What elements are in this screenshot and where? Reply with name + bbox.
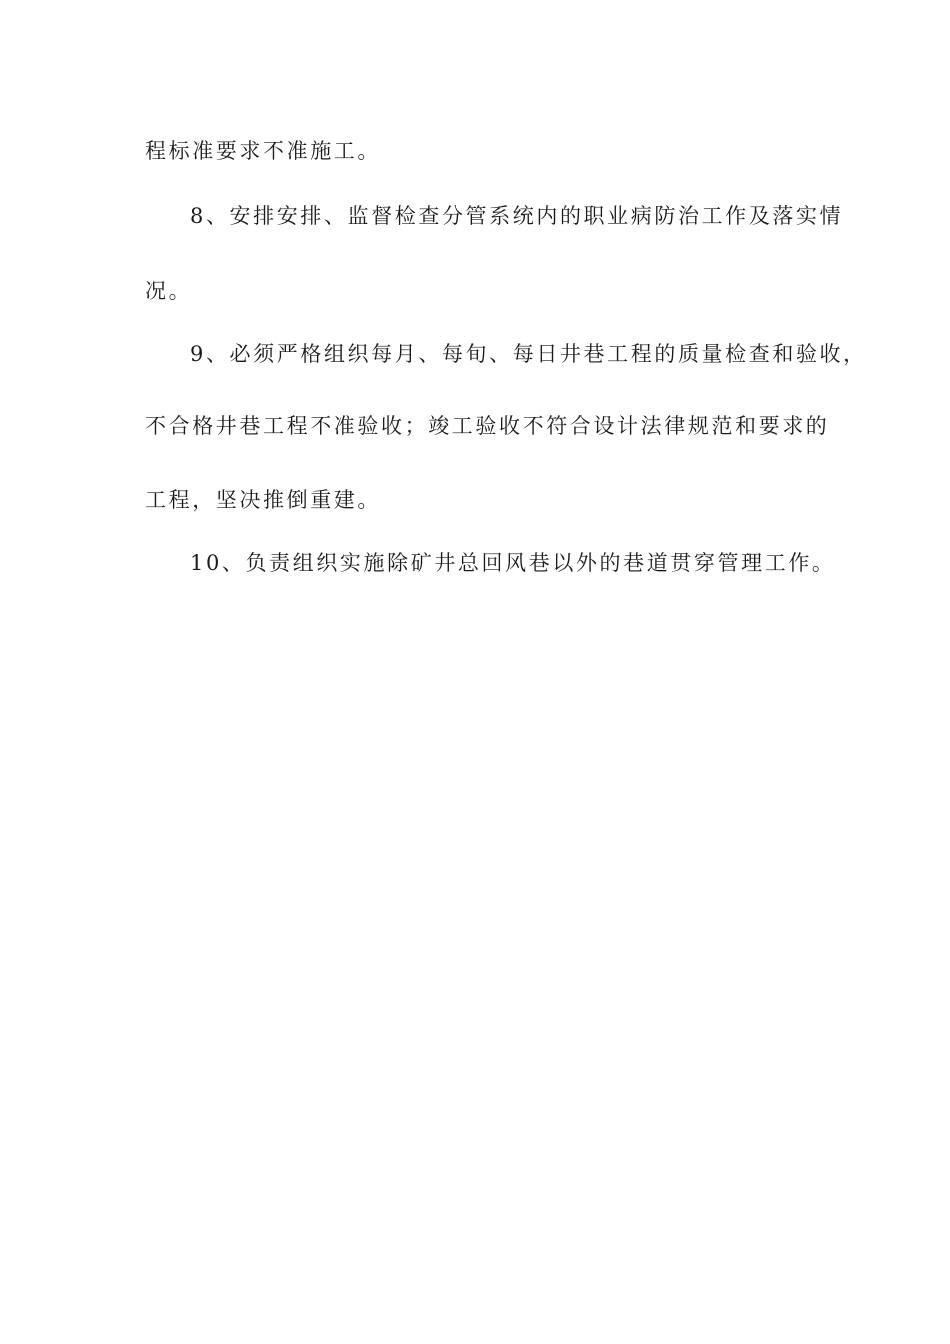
paragraph-8-line-1: 8、安排安排、监督检查分管系统内的职业病防治工作及落实情 [190, 204, 844, 228]
paragraph-8-line-2: 况。 [145, 279, 193, 303]
paragraph-9-line-1: 9、必须严格组织每月、每旬、每日井巷工程的质量检查和验收， [190, 342, 867, 366]
paragraph-9-line-3: 工程，坚决推倒重建。 [145, 488, 381, 512]
paragraph-7-continuation: 程标准要求不准施工。 [145, 139, 381, 163]
paragraph-10-line-1: 10、负责组织实施除矿井总回风巷以外的巷道贯穿管理工作。 [190, 551, 836, 575]
paragraph-9-line-2: 不合格井巷工程不准验收；竣工验收不符合设计法律规范和要求的 [145, 414, 830, 438]
